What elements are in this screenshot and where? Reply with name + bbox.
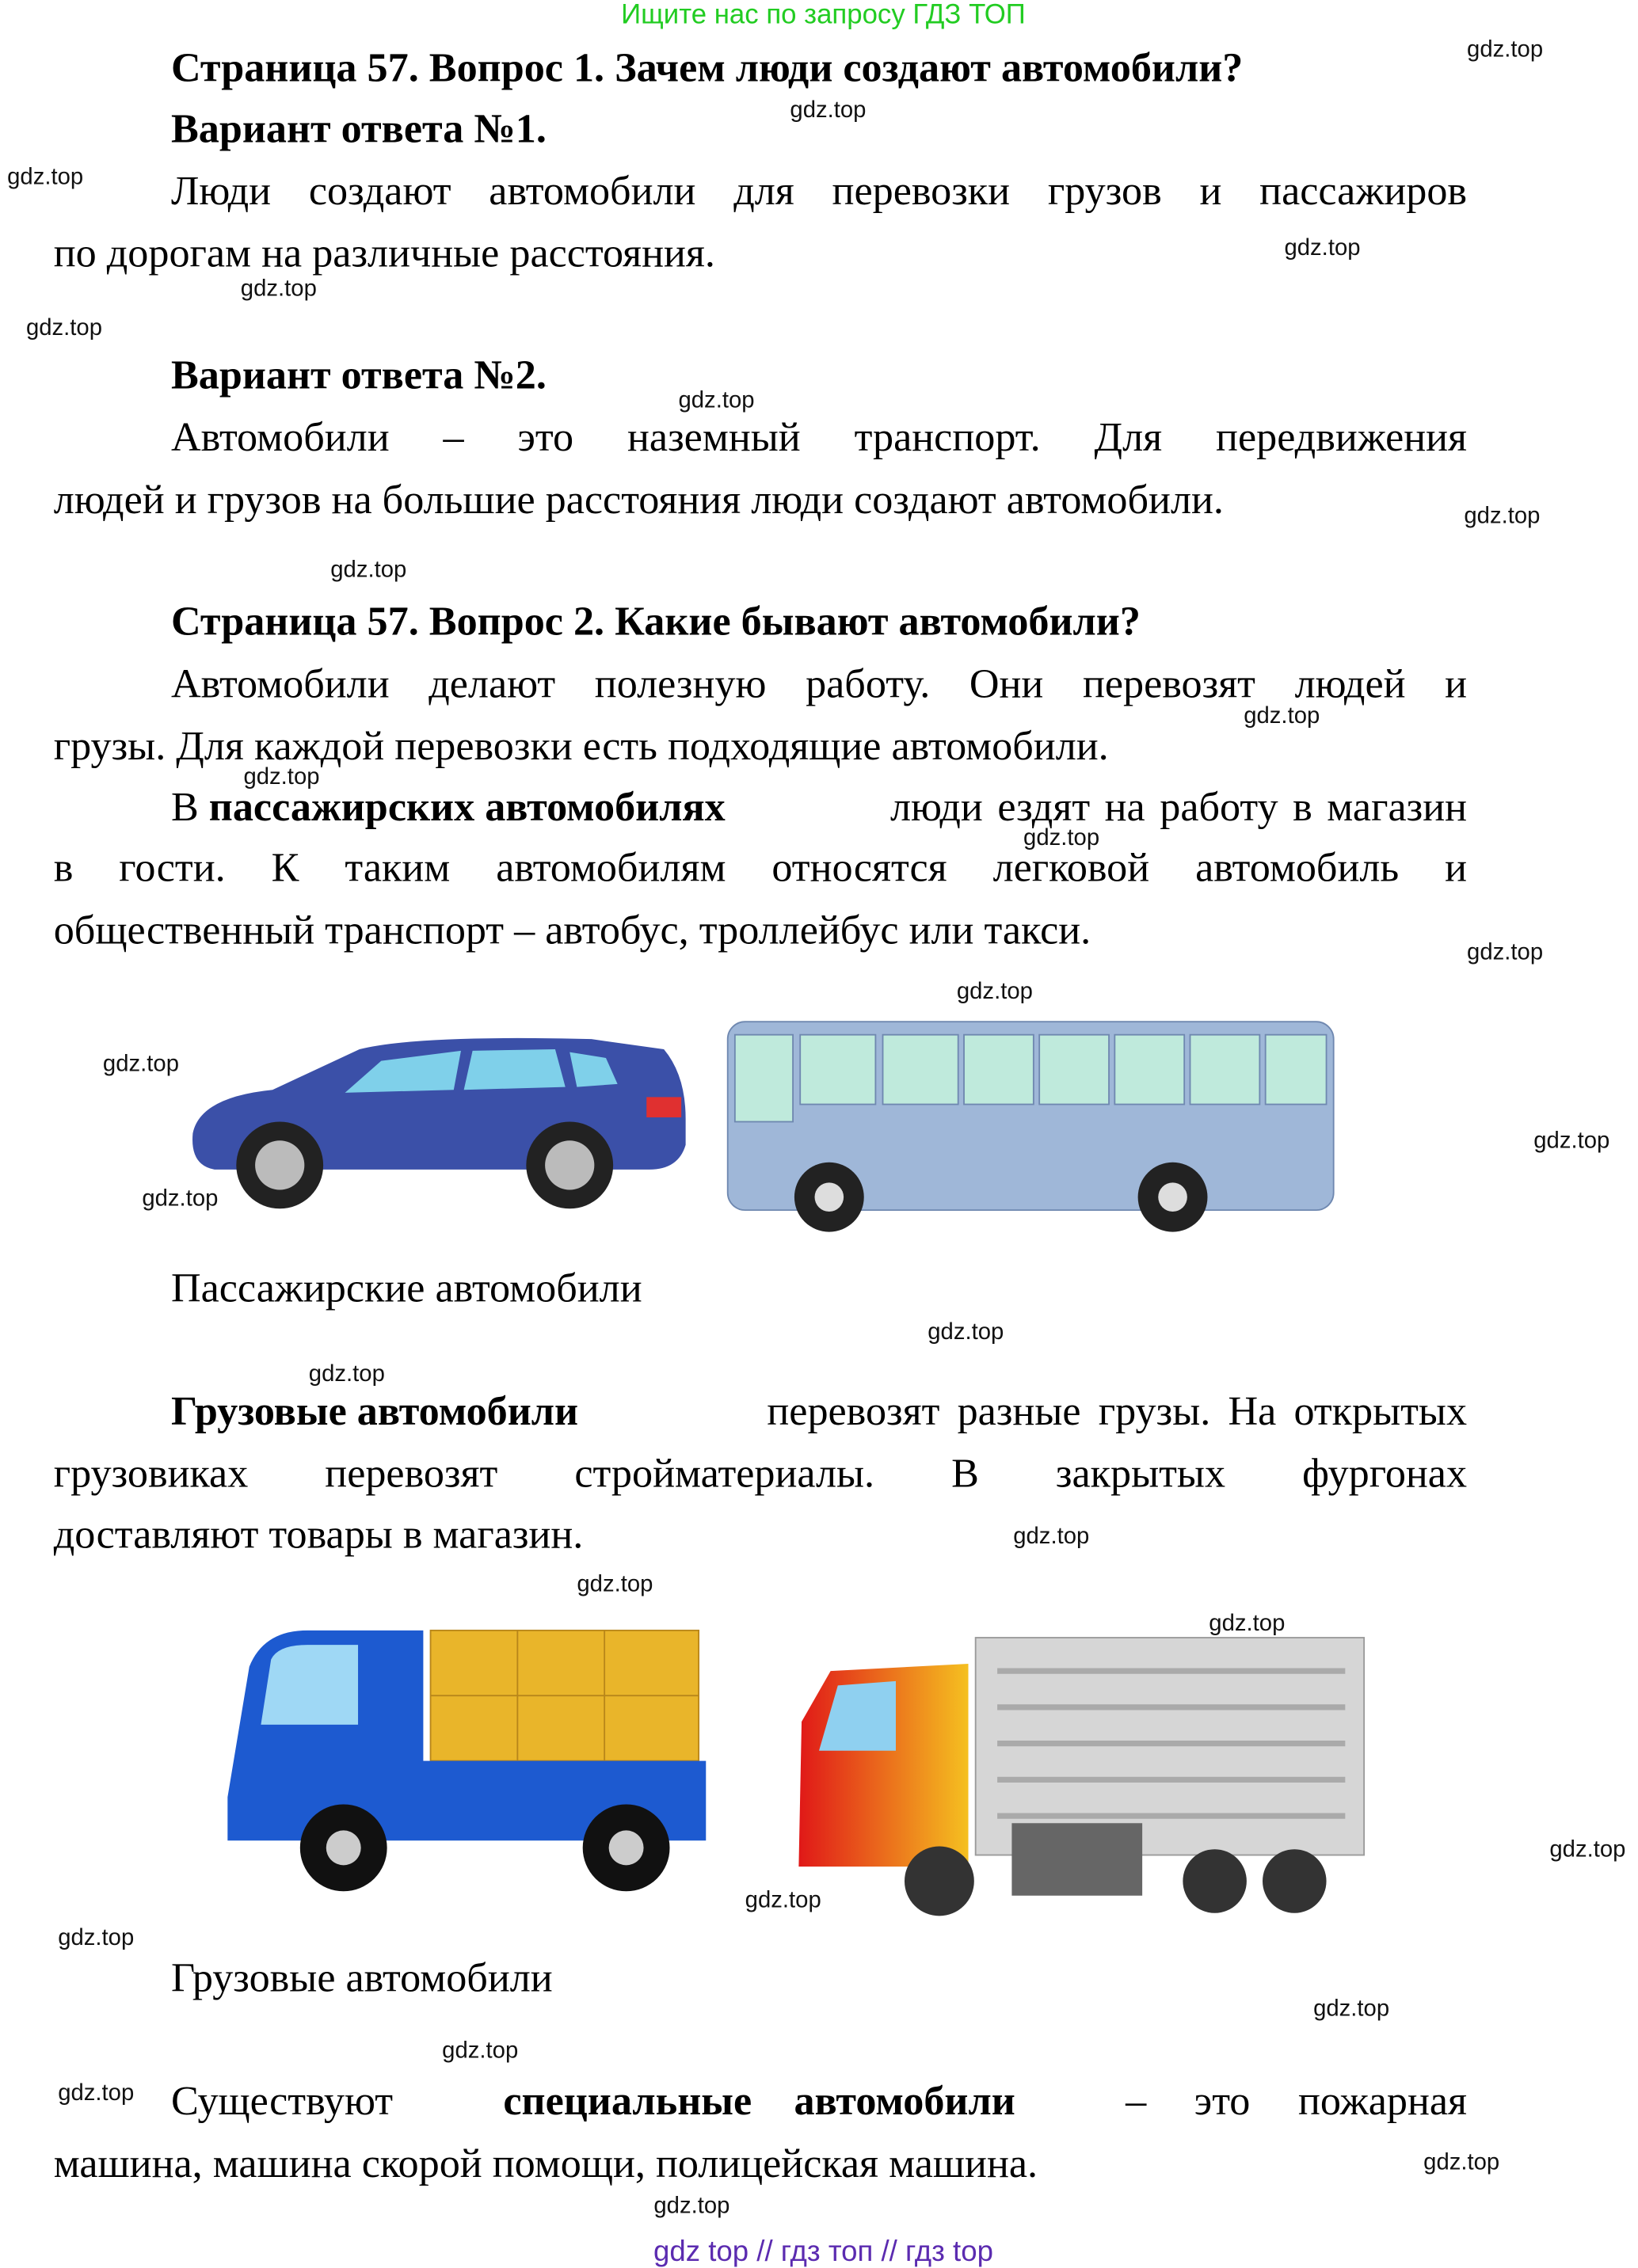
watermark: gdz.top: [240, 276, 317, 302]
watermark: gdz.top: [102, 1052, 179, 1077]
bold-term: Грузовые автомобили: [170, 1390, 579, 1435]
box-truck-image: [787, 1634, 1367, 1919]
caption-passenger: Пассажирские автомобили: [170, 1266, 642, 1312]
watermark: gdz.top: [330, 557, 407, 583]
text-line: [171, 1387, 1467, 1439]
watermark: gdz.top: [790, 98, 867, 124]
variant-2-title: Вариант ответа №2.: [170, 353, 547, 399]
question-2-title: Страница 57. Вопрос 2. Какие бывают автомобили?: [170, 599, 1141, 645]
text-line: людей и грузов на большие расстояния люди создают автомобили.: [53, 478, 1224, 523]
passenger-car-image: [185, 1032, 693, 1213]
watermark: gdz.top: [745, 1888, 821, 1913]
watermark: gdz.top: [653, 2194, 730, 2219]
watermark: gdz.top: [1013, 1524, 1090, 1550]
watermark: gdz.top: [58, 2081, 135, 2106]
text-line: машина, машина скорой помощи, полицейская машина.: [53, 2141, 1038, 2187]
watermark: gdz.top: [1423, 2150, 1500, 2175]
watermark: gdz.top: [1533, 1128, 1610, 1154]
text: люди ездят на работу в магазин: [890, 785, 1468, 831]
text-line: грузы. Для каждой перевозки есть подходящие автомобили.: [53, 725, 1109, 770]
text: В: [170, 785, 209, 831]
text-line: Автомобили делают полезную работу. Они перевозят людей и: [170, 662, 1468, 708]
footer-links[interactable]: gdz top // гдз топ // гдз top: [653, 2236, 993, 2268]
watermark: gdz.top: [1464, 504, 1541, 529]
text: Существуют: [170, 2080, 394, 2125]
question-1-title: Страница 57. Вопрос 1. Зачем люди создают автомобили?: [170, 46, 1244, 92]
text-line: Автомобили – это наземный транспорт. Для передвижения: [170, 416, 1468, 461]
text: – это пожарная: [1126, 2080, 1468, 2125]
watermark: gdz.top: [142, 1186, 219, 1212]
text: перевозят разные грузы. На открытых: [767, 1390, 1468, 1435]
watermark: gdz.top: [678, 388, 755, 413]
watermark: gdz.top: [1467, 940, 1544, 965]
watermark: gdz.top: [956, 980, 1033, 1005]
watermark: gdz.top: [1284, 236, 1361, 261]
watermark: gdz.top: [1023, 826, 1100, 851]
watermark: gdz.top: [928, 1320, 1004, 1345]
flatbed-truck-image: [220, 1623, 713, 1913]
search-hint[interactable]: Ищите нас по запросу ГДЗ ТОП: [621, 0, 1026, 31]
watermark: gdz.top: [308, 1362, 385, 1387]
watermark: gdz.top: [1209, 1612, 1286, 1637]
text-line: по дорогам на различные расстояния.: [53, 231, 715, 277]
text-line: [171, 782, 1467, 835]
watermark: gdz.top: [243, 765, 320, 790]
watermark: gdz.top: [7, 165, 84, 190]
caption-cargo: Грузовые автомобили: [170, 1956, 553, 2002]
watermark: gdz.top: [58, 1926, 135, 1951]
bus-image: [721, 1014, 1337, 1239]
watermark: gdz.top: [442, 2038, 519, 2064]
text-line: в гости. К таким автомобилям относятся легковой автомобиль и: [53, 846, 1468, 892]
text-line: [171, 2077, 1467, 2129]
watermark: gdz.top: [1313, 1996, 1390, 2022]
watermark: gdz.top: [1549, 1837, 1626, 1863]
text-line: общественный транспорт – автобус, троллейбус или такси.: [53, 908, 1091, 954]
watermark: gdz.top: [1467, 37, 1544, 63]
watermark: gdz.top: [577, 1572, 653, 1597]
text-line: грузовиках перевозят стройматериалы. В закрытых фургонах: [53, 1452, 1468, 1497]
watermark: gdz.top: [25, 315, 102, 341]
text-line: Люди создают автомобили для перевозки грузов и пассажиров: [170, 169, 1468, 215]
bold-term: пассажирских автомобилях: [208, 785, 726, 831]
bold-term: специальные автомобили: [503, 2080, 1015, 2125]
variant-1-title: Вариант ответа №1.: [170, 107, 547, 153]
watermark: gdz.top: [1244, 704, 1320, 729]
text-line: доставляют товары в магазин.: [53, 1513, 584, 1558]
